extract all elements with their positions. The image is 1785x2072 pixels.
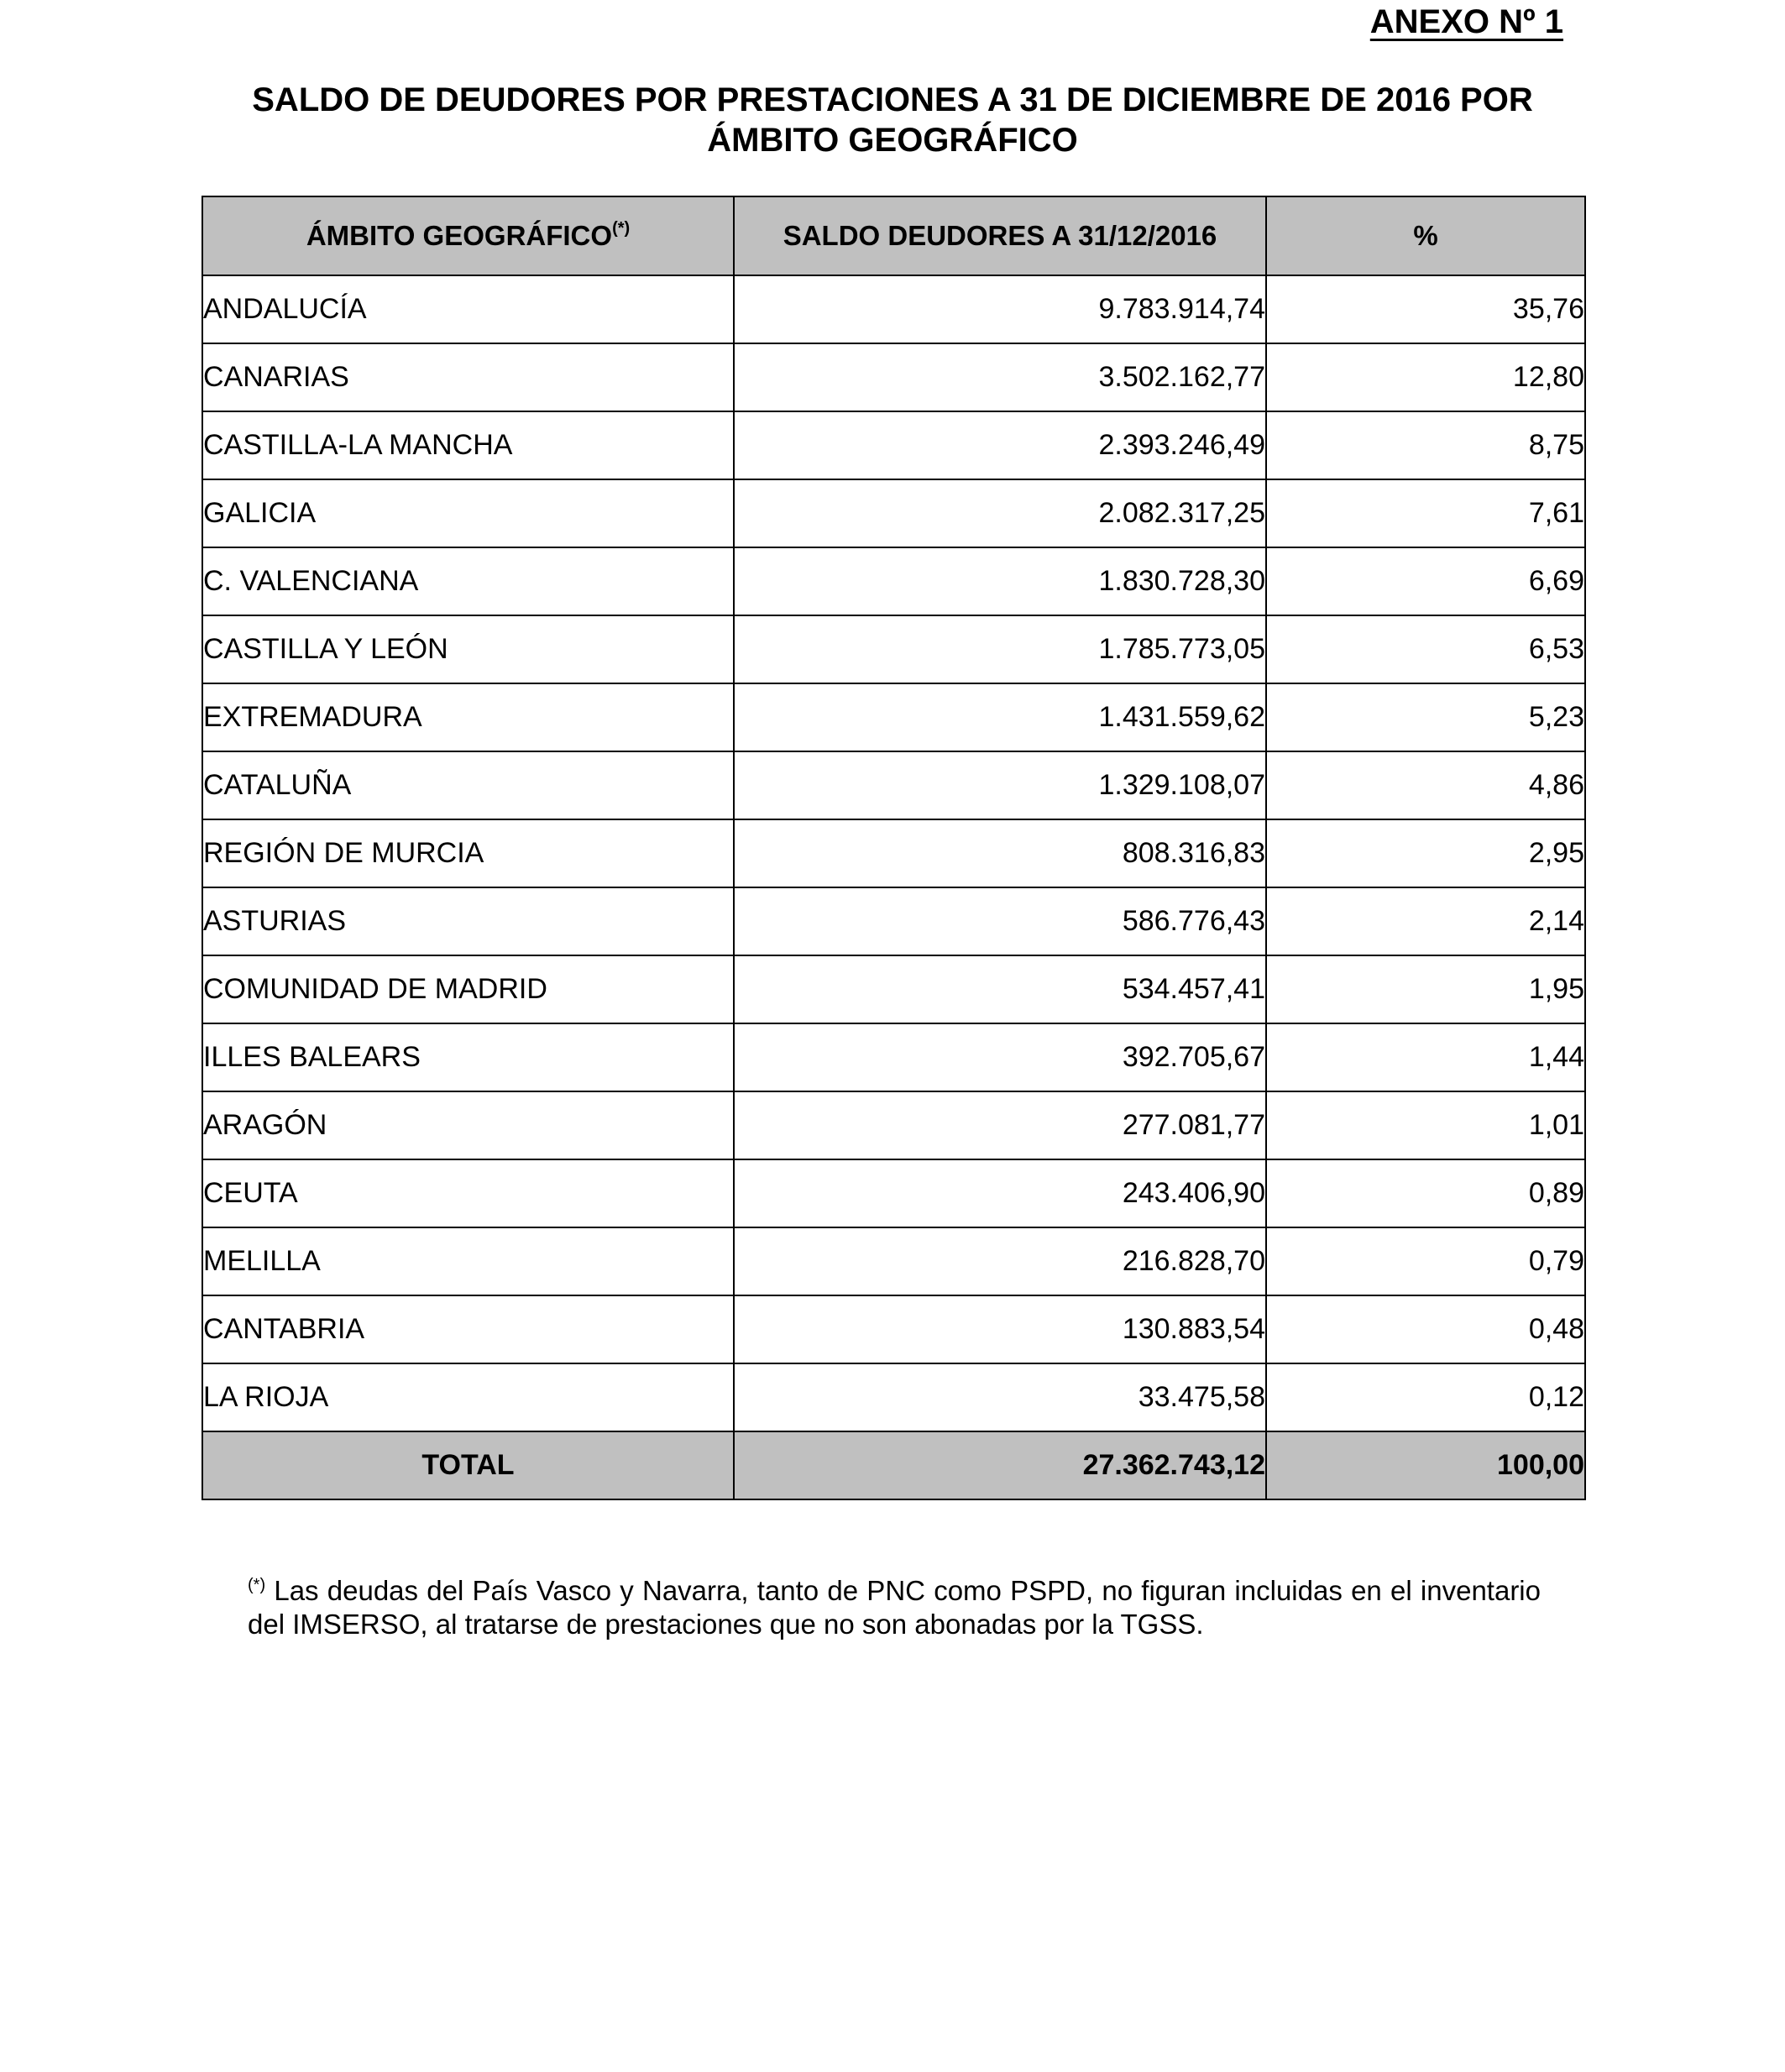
amount-cell: 1.785.773,05 [734,615,1266,683]
table-row [202,547,1585,615]
percent-cell: 6,69 [1266,547,1585,615]
region-cell: REGIÓN DE MURCIA [202,819,734,887]
amount-cell: 9.783.914,74 [734,275,1266,343]
amount-cell: 2.082.317,25 [734,479,1266,547]
amount-cell: 392.705,67 [734,1023,1266,1091]
table-header-row [202,196,1585,275]
amount-cell: 586.776,43 [734,887,1266,955]
table-row [202,955,1585,1023]
table-row [202,1091,1585,1159]
table-body [202,275,1585,1431]
footnote-mark: (*) [248,1576,266,1594]
region-cell: ILLES BALEARS [202,1023,734,1091]
annex-label: ANEXO Nº 1 [1369,3,1563,40]
percent-cell: 2,14 [1266,887,1585,955]
table-row [202,1159,1585,1227]
percent-cell: 0,79 [1266,1227,1585,1295]
table-row [202,1227,1585,1295]
region-cell: LA RIOJA [202,1363,734,1431]
region-cell: CATALUÑA [202,751,734,819]
percent-cell: 0,12 [1266,1363,1585,1431]
region-cell: MELILLA [202,1227,734,1295]
header-region-label: ÁMBITO GEOGRÁFICO [306,220,613,251]
total-amount: 27.362.743,12 [734,1431,1266,1499]
region-cell: EXTREMADURA [202,683,734,751]
amount-cell: 1.830.728,30 [734,547,1266,615]
region-cell: ARAGÓN [202,1091,734,1159]
amount-cell: 130.883,54 [734,1295,1266,1363]
percent-cell: 2,95 [1266,819,1585,887]
region-cell: CANTABRIA [202,1295,734,1363]
header-percent: % [1266,196,1585,275]
region-cell: ASTURIAS [202,887,734,955]
table-row [202,1023,1585,1091]
amount-cell: 243.406,90 [734,1159,1266,1227]
region-cell: CANARIAS [202,343,734,411]
amount-cell: 3.502.162,77 [734,343,1266,411]
table-row [202,819,1585,887]
table-row [202,751,1585,819]
table-row [202,683,1585,751]
region-cell: COMUNIDAD DE MADRID [202,955,734,1023]
region-cell: CEUTA [202,1159,734,1227]
table-row [202,615,1585,683]
percent-cell: 1,01 [1266,1091,1585,1159]
amount-cell: 33.475,58 [734,1363,1266,1431]
percent-cell: 35,76 [1266,275,1585,343]
region-cell: ANDALUCÍA [202,275,734,343]
page-title: SALDO DE DEUDORES POR PRESTACIONES A 31 DE DICIEMBRE DE 2016 POR ÁMBITO GEOGRÁFICO [252,81,1533,159]
amount-cell: 216.828,70 [734,1227,1266,1295]
total-percent: 100,00 [1266,1431,1585,1499]
percent-cell: 0,89 [1266,1159,1585,1227]
table-row [202,343,1585,411]
table-row [202,411,1585,479]
header-region [202,196,734,275]
percent-cell: 6,53 [1266,615,1585,683]
amount-cell: 1.329.108,07 [734,751,1266,819]
table-row [202,275,1585,343]
percent-cell: 12,80 [1266,343,1585,411]
table-row [202,1363,1585,1431]
amount-cell: 534.457,41 [734,955,1266,1023]
percent-cell: 0,48 [1266,1295,1585,1363]
region-cell: CASTILLA-LA MANCHA [202,411,734,479]
percent-cell: 1,44 [1266,1023,1585,1091]
percent-cell: 1,95 [1266,955,1585,1023]
percent-cell: 4,86 [1266,751,1585,819]
amount-cell: 808.316,83 [734,819,1266,887]
region-cell: CASTILLA Y LEÓN [202,615,734,683]
footnote [248,1574,1541,1641]
table-row [202,887,1585,955]
percent-cell: 8,75 [1266,411,1585,479]
percent-cell: 7,61 [1266,479,1585,547]
total-label: TOTAL [202,1431,734,1499]
region-cell: C. VALENCIANA [202,547,734,615]
amount-cell: 2.393.246,49 [734,411,1266,479]
amount-cell: 1.431.559,62 [734,683,1266,751]
header-amount: SALDO DEUDORES A 31/12/2016 [734,196,1266,275]
percent-cell: 5,23 [1266,683,1585,751]
footnote-text: Las deudas del País Vasco y Navarra, tanto de PNC como PSPD, no figuran incluidas en el inventario del IMSERSO, al tratarse de prestaciones que no son abonadas por la TGSS. [248,1575,1541,1640]
table-row [202,1295,1585,1363]
debtors-table [202,196,1586,1500]
region-cell: GALICIA [202,479,734,547]
amount-cell: 277.081,77 [734,1091,1266,1159]
header-footnote-mark: (*) [612,219,631,238]
table-row [202,479,1585,547]
total-row [202,1431,1585,1499]
